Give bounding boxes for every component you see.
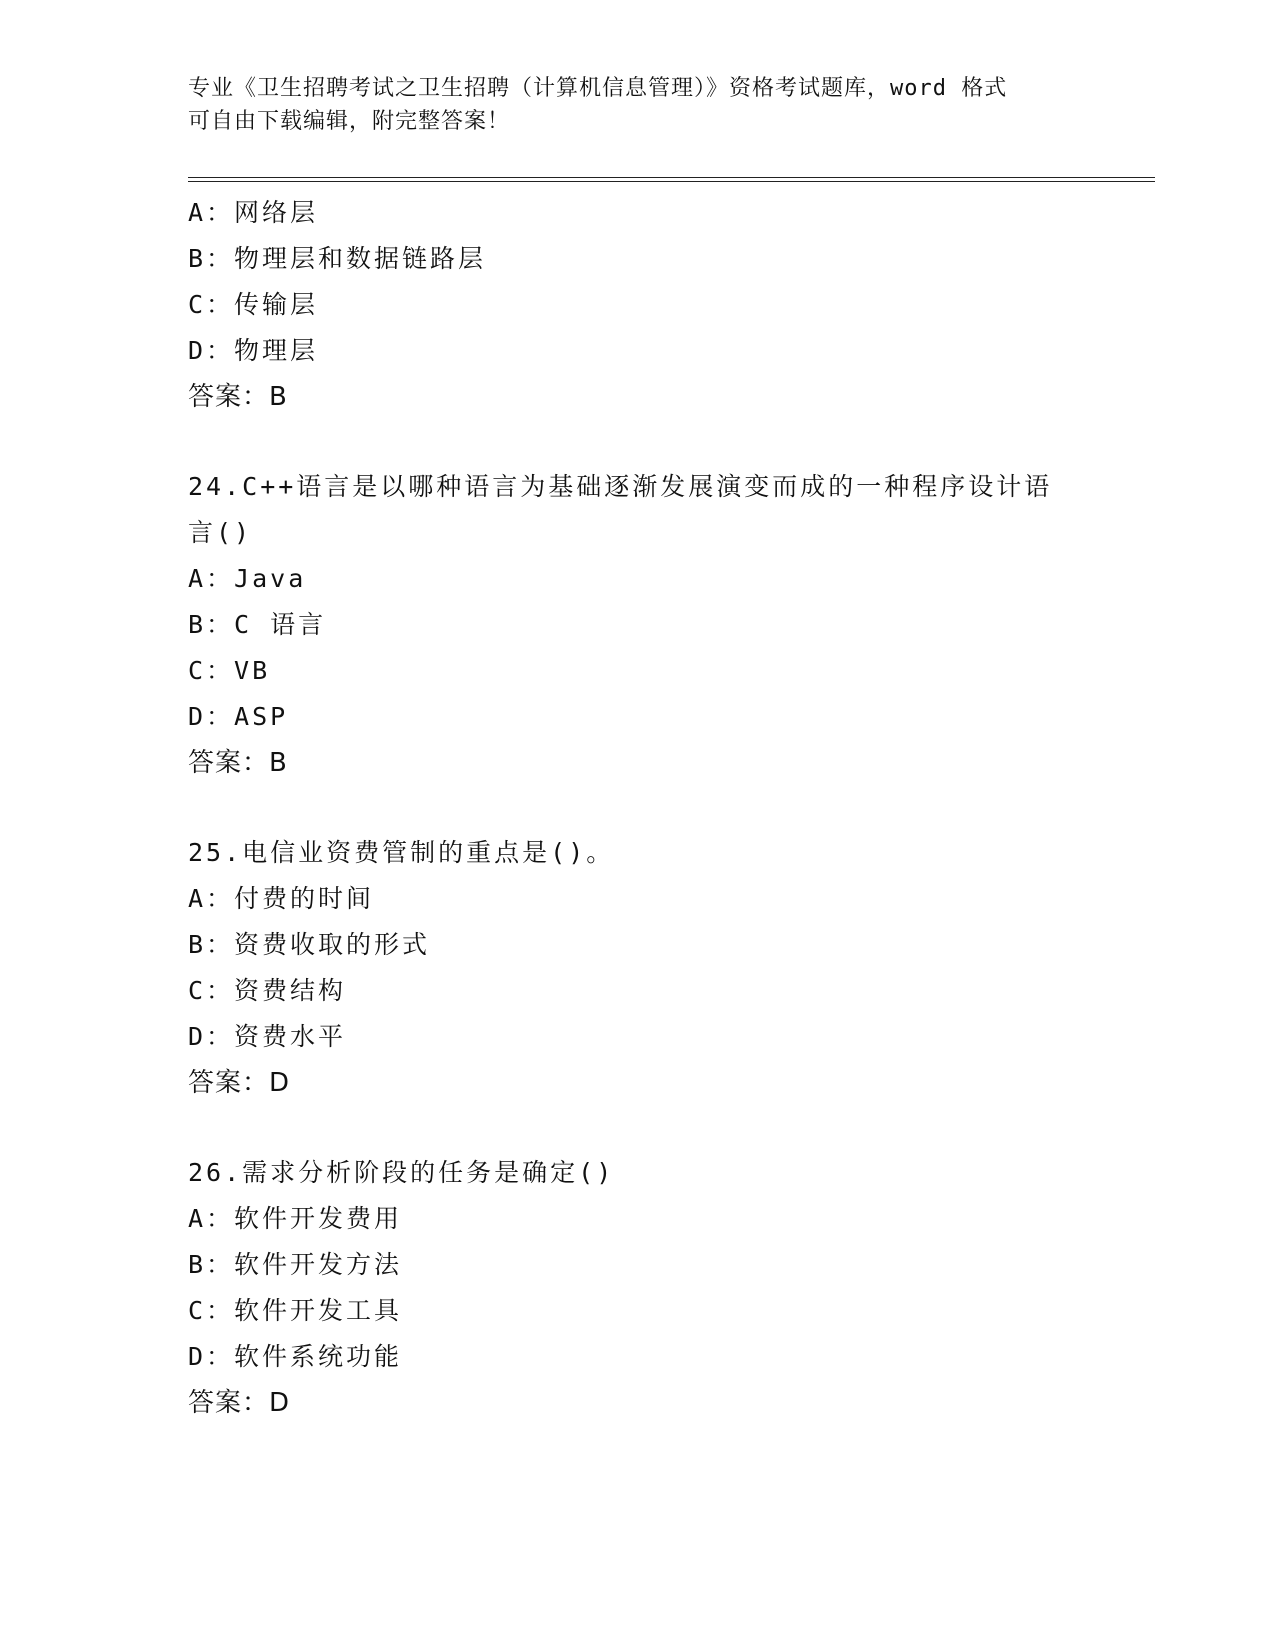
- question-23: [188, 190, 1088, 420]
- option-a: A：软件开发费用: [188, 1204, 403, 1233]
- option-d: D：物理层: [188, 336, 319, 365]
- question-24: [188, 464, 1088, 786]
- header-line-2: 可自由下载编辑，附完整答案！: [188, 109, 511, 134]
- spacer: [188, 420, 1088, 464]
- option-a: A：Java: [188, 564, 307, 593]
- question-text-line-1: 24.C++语言是以哪种语言为基础逐渐发展演变而成的一种程序设计语: [188, 472, 1053, 501]
- option-a: A：付费的时间: [188, 884, 375, 913]
- answer: 答案：B: [188, 748, 288, 778]
- question-list: [188, 190, 1088, 1426]
- option-d: D：软件系统功能: [188, 1342, 403, 1371]
- option-b: B：C 语言: [188, 610, 327, 639]
- option-c: C：软件开发工具: [188, 1296, 403, 1325]
- header-divider: [188, 177, 1155, 182]
- option-b: B：物理层和数据链路层: [188, 244, 487, 273]
- question-25: [188, 830, 1088, 1106]
- spacer: [188, 786, 1088, 830]
- question-text-line-2: 言(): [188, 518, 253, 547]
- answer: 答案：D: [188, 1068, 291, 1098]
- spacer: [188, 1106, 1088, 1150]
- option-b: B：软件开发方法: [188, 1250, 403, 1279]
- question-26: [188, 1150, 1088, 1426]
- option-b: B：资费收取的形式: [188, 930, 431, 959]
- option-d: D：资费水平: [188, 1022, 347, 1051]
- option-d: D：ASP: [188, 702, 289, 731]
- option-c: C：传输层: [188, 290, 319, 319]
- option-a: A：网络层: [188, 198, 319, 227]
- answer: 答案：B: [188, 382, 288, 412]
- header-line-1: 专业《卫生招聘考试之卫生招聘（计算机信息管理）》资格考试题库，word 格式: [188, 76, 1008, 101]
- question-text: 25.电信业资费管制的重点是()。: [188, 838, 615, 867]
- option-c: C：VB: [188, 656, 271, 685]
- answer: 答案：D: [188, 1388, 291, 1418]
- document-header: [188, 72, 1088, 138]
- question-text: 26.需求分析阶段的任务是确定(): [188, 1158, 615, 1187]
- option-c: C：资费结构: [188, 976, 347, 1005]
